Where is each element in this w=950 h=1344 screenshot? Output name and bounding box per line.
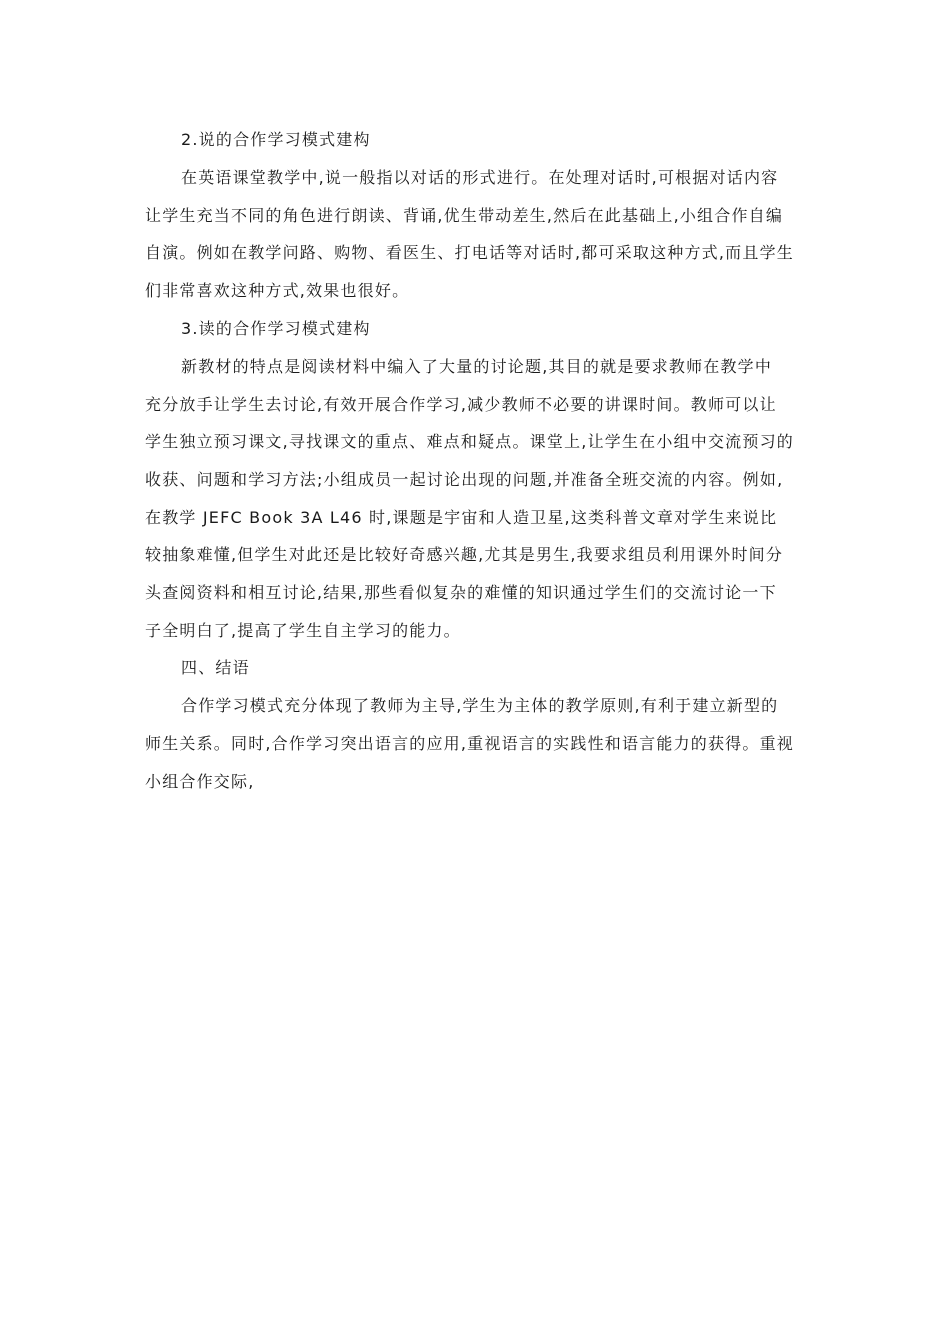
text-line: 新教材的特点是阅读材料中编入了大量的讨论题,其目的就是要求教师在教学中: [181, 356, 773, 376]
text-line: 在教学 JEFC Book 3A L46 时,课题是宇宙和人造卫星,这类科普文章对学生来说比: [145, 507, 778, 527]
section-heading: 2.说的合作学习模式建构: [181, 130, 371, 149]
section-heading: 3.读的合作学习模式建构: [181, 318, 371, 338]
text-line: 在英语课堂教学中,说一般指以对话的形式进行。在处理对话时,可根据对话内容: [181, 168, 779, 187]
section-conclusion: [145, 649, 810, 800]
text-line: 较抽象难懂,但学生对此还是比较好奇感兴趣,尤其是男生,我要求组员利用课外时间分: [145, 545, 784, 565]
text-line: 师生关系。同时,合作学习突出语言的应用,重视语言的实践性和语言能力的获得。重视: [145, 734, 794, 754]
document-body: [145, 121, 810, 801]
text-line: 们非常喜欢这种方式,效果也很好。: [145, 281, 410, 301]
paragraph: [145, 159, 810, 310]
text-line: 充分放手让学生去讨论,有效开展合作学习,减少教师不必要的讲课时间。教师可以让: [145, 394, 777, 414]
section-heading: 四、结语: [181, 658, 250, 678]
paragraph: [145, 687, 810, 800]
text-line: 头查阅资料和相互讨论,结果,那些看似复杂的难懂的知识通过学生们的交流讨论一下: [145, 583, 777, 603]
text-line: 自演。例如在教学问路、购物、看医生、打电话等对话时,都可采取这种方式,而且学生: [145, 243, 794, 263]
section-reading: [145, 310, 810, 650]
text-line: 收获、问题和学习方法;小组成员一起讨论出现的问题,并准备全班交流的内容。例如,: [145, 469, 784, 489]
section-speaking: [145, 121, 810, 310]
text-line: 让学生充当不同的角色进行朗读、背诵,优生带动差生,然后在此基础上,小组合作自编: [145, 205, 784, 225]
text-line: 子全明白了,提高了学生自主学习的能力。: [145, 620, 461, 640]
text-line: 合作学习模式充分体现了教师为主导,学生为主体的教学原则,有利于建立新型的: [181, 696, 779, 716]
paragraph: [145, 348, 810, 650]
text-line: 学生独立预习课文,寻找课文的重点、难点和疑点。课堂上,让学生在小组中交流预习的: [145, 432, 794, 452]
text-line: 小组合作交际,: [145, 771, 255, 791]
